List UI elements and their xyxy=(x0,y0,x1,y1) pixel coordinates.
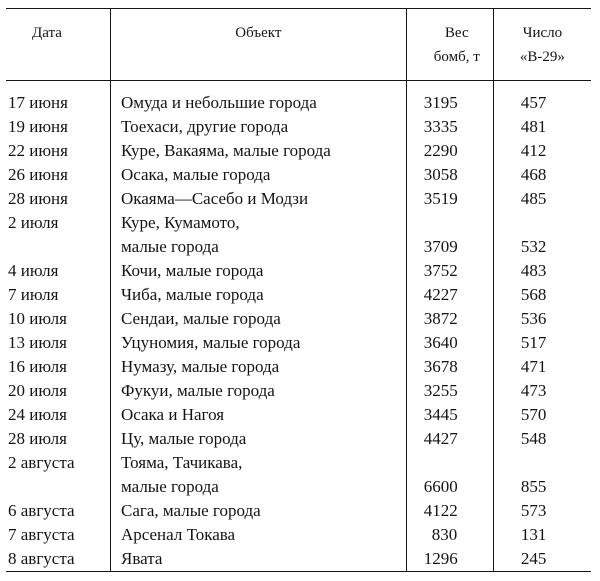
tons-value: 6600 xyxy=(423,477,458,496)
date-text: 7 июля xyxy=(8,285,59,304)
tons-value: 3519 xyxy=(423,189,458,208)
cell-date xyxy=(6,211,110,259)
target-text: Чиба, малые города xyxy=(120,285,264,304)
cell-tons xyxy=(406,403,493,427)
table-row xyxy=(6,139,591,163)
count-value: 573 xyxy=(520,501,547,520)
count-value: 536 xyxy=(520,309,547,328)
cell-date xyxy=(6,115,110,139)
date-text: 26 июня xyxy=(8,165,68,184)
target-text: Тоехаси, другие города xyxy=(120,117,289,136)
cell-tons xyxy=(406,163,493,187)
cell-date xyxy=(6,547,110,572)
count-value: 457 xyxy=(520,93,547,112)
cell-target xyxy=(110,355,406,379)
cell-tons xyxy=(406,379,493,403)
cell-tons xyxy=(406,523,493,547)
table-row xyxy=(6,331,591,355)
table-row xyxy=(6,307,591,331)
table-row xyxy=(6,499,591,523)
count-value: 412 xyxy=(520,141,547,160)
cell-count xyxy=(493,379,591,403)
cell-target xyxy=(110,139,406,163)
table-row xyxy=(6,427,591,451)
target-text: малые города xyxy=(120,477,219,496)
cell-target xyxy=(110,163,406,187)
count-value: 517 xyxy=(520,333,547,352)
date-text: 22 июня xyxy=(8,141,68,160)
date-text: 8 августа xyxy=(8,549,75,568)
target-text: Куре, Кумамото, xyxy=(120,213,240,232)
date-text: 2 июля xyxy=(8,213,59,232)
tons-value: 3752 xyxy=(423,261,458,280)
spacer xyxy=(424,451,493,475)
cell-count xyxy=(493,403,591,427)
header-date-label: Дата xyxy=(32,25,62,41)
table-row xyxy=(6,379,591,403)
table-row xyxy=(6,451,591,499)
cell-tons xyxy=(406,139,493,163)
header-tons xyxy=(406,9,493,81)
cell-count xyxy=(493,163,591,187)
tons-value: 3058 xyxy=(423,165,458,184)
table-row xyxy=(6,163,591,187)
target-text: Уцуномия, малые города xyxy=(120,333,301,352)
count-value: 245 xyxy=(520,549,547,568)
cell-date xyxy=(6,307,110,331)
header-count-line2: «В-29» xyxy=(519,49,565,65)
cell-tons xyxy=(406,283,493,307)
cell-target xyxy=(110,499,406,523)
count-value: 548 xyxy=(520,429,547,448)
cell-target xyxy=(110,331,406,355)
tons-value: 3195 xyxy=(423,93,458,112)
table-row xyxy=(6,523,591,547)
target-text: малые города xyxy=(120,237,219,256)
cell-count xyxy=(493,283,591,307)
target-text: Тояма, Тачикава, xyxy=(120,453,243,472)
table-row xyxy=(6,547,591,572)
table-row xyxy=(6,115,591,139)
date-text: 19 июня xyxy=(8,117,68,136)
tons-value: 830 xyxy=(431,525,458,544)
target-text: Куре, Вакаяма, малые города xyxy=(120,141,331,160)
count-value: 855 xyxy=(520,477,547,496)
cell-target xyxy=(110,283,406,307)
cell-tons xyxy=(406,115,493,139)
date-text: 20 июля xyxy=(8,381,67,400)
header-date xyxy=(6,9,110,81)
target-text: Осака и Нагоя xyxy=(120,405,225,424)
target-text: Омуда и небольшие города xyxy=(120,93,317,112)
tons-value: 3640 xyxy=(423,333,458,352)
cell-tons xyxy=(406,547,493,572)
cell-target xyxy=(110,187,406,211)
tons-value: 3872 xyxy=(423,309,458,328)
cell-date xyxy=(6,379,110,403)
count-value: 473 xyxy=(520,381,547,400)
count-value: 485 xyxy=(520,189,547,208)
cell-target xyxy=(110,451,406,499)
date-text: 16 июля xyxy=(8,357,67,376)
cell-count xyxy=(493,331,591,355)
tons-value: 4122 xyxy=(423,501,458,520)
cell-date xyxy=(6,403,110,427)
cell-count xyxy=(493,523,591,547)
tons-value: 3335 xyxy=(423,117,458,136)
date-text: 13 июля xyxy=(8,333,67,352)
target-text: Арсенал Токава xyxy=(120,525,236,544)
cell-date xyxy=(6,139,110,163)
header-target xyxy=(110,9,406,81)
header-count xyxy=(493,9,591,81)
target-text: Нумазу, малые города xyxy=(120,357,280,376)
count-value: 481 xyxy=(520,117,547,136)
table-row xyxy=(6,187,591,211)
count-value: 570 xyxy=(520,405,547,424)
cell-count xyxy=(493,547,591,572)
cell-count xyxy=(493,427,591,451)
cell-count xyxy=(493,307,591,331)
tons-value: 1296 xyxy=(423,549,458,568)
cell-count xyxy=(493,499,591,523)
cell-date xyxy=(6,451,110,499)
cell-date xyxy=(6,355,110,379)
target-text: Сага, малые города xyxy=(120,501,261,520)
cell-target xyxy=(110,379,406,403)
spacer xyxy=(424,211,493,235)
cell-target xyxy=(110,403,406,427)
tons-value: 3255 xyxy=(423,381,458,400)
cell-date xyxy=(6,259,110,283)
cell-tons xyxy=(406,331,493,355)
cell-date xyxy=(6,283,110,307)
cell-tons xyxy=(406,427,493,451)
target-text: Осака, малые города xyxy=(120,165,271,184)
table-row xyxy=(6,211,591,259)
cell-date xyxy=(6,163,110,187)
target-text: Сендаи, малые города xyxy=(120,309,281,328)
cell-date xyxy=(6,187,110,211)
table-header xyxy=(6,9,591,81)
tons-value: 3445 xyxy=(423,405,458,424)
cell-tons xyxy=(406,451,493,499)
spacer xyxy=(521,211,591,235)
header-row xyxy=(6,9,591,81)
cell-count xyxy=(493,211,591,259)
table-body xyxy=(6,81,591,572)
cell-tons xyxy=(406,187,493,211)
tons-value: 3709 xyxy=(423,237,458,256)
cell-target xyxy=(110,427,406,451)
cell-tons xyxy=(406,355,493,379)
date-text: 6 августа xyxy=(8,501,75,520)
tons-value: 2290 xyxy=(423,141,458,160)
table-row xyxy=(6,259,591,283)
date-text: 28 июля xyxy=(8,429,67,448)
count-value: 468 xyxy=(520,165,547,184)
date-text: 17 июня xyxy=(8,93,68,112)
cell-count xyxy=(493,355,591,379)
header-tons-line2: бомб, т xyxy=(433,49,480,65)
date-text: 4 июля xyxy=(8,261,59,280)
table-row xyxy=(6,403,591,427)
cell-count xyxy=(493,115,591,139)
target-text: Кочи, малые города xyxy=(120,261,264,280)
cell-target xyxy=(110,259,406,283)
cell-tons xyxy=(406,211,493,259)
cell-date xyxy=(6,427,110,451)
cell-count xyxy=(493,259,591,283)
date-text: 7 августа xyxy=(8,525,75,544)
target-text: Явата xyxy=(120,549,163,568)
spacer xyxy=(521,451,591,475)
cell-tons xyxy=(406,499,493,523)
cell-target xyxy=(110,523,406,547)
tons-value: 4427 xyxy=(423,429,458,448)
date-text: 28 июня xyxy=(8,189,68,208)
cell-count xyxy=(493,187,591,211)
header-count-line1: Число xyxy=(522,25,563,41)
cell-date xyxy=(6,81,110,116)
cell-count xyxy=(493,81,591,116)
date-text: 2 августа xyxy=(8,453,75,472)
table-row xyxy=(6,283,591,307)
cell-tons xyxy=(406,81,493,116)
tons-value: 4227 xyxy=(423,285,458,304)
cell-count xyxy=(493,139,591,163)
header-tons-line1: Вес xyxy=(444,25,469,41)
count-value: 568 xyxy=(520,285,547,304)
table-row xyxy=(6,355,591,379)
date-text: 24 июля xyxy=(8,405,67,424)
cell-date xyxy=(6,331,110,355)
count-value: 131 xyxy=(520,525,547,544)
count-value: 471 xyxy=(520,357,547,376)
bombing-table xyxy=(6,8,591,572)
tons-value: 3678 xyxy=(423,357,458,376)
date-text: 10 июля xyxy=(8,309,67,328)
cell-target xyxy=(110,115,406,139)
header-target-label: Объект xyxy=(235,25,282,41)
cell-date xyxy=(6,523,110,547)
cell-tons xyxy=(406,259,493,283)
count-value: 532 xyxy=(520,237,547,256)
cell-target xyxy=(110,307,406,331)
target-text: Фукуи, малые города xyxy=(120,381,275,400)
cell-target xyxy=(110,211,406,259)
cell-target xyxy=(110,547,406,572)
cell-target xyxy=(110,81,406,116)
cell-date xyxy=(6,499,110,523)
table-row xyxy=(6,81,591,116)
target-text: Цу, малые города xyxy=(120,429,247,448)
count-value: 483 xyxy=(520,261,547,280)
cell-count xyxy=(493,451,591,499)
cell-tons xyxy=(406,307,493,331)
target-text: Окаяма—Сасебо и Модзи xyxy=(120,189,309,208)
